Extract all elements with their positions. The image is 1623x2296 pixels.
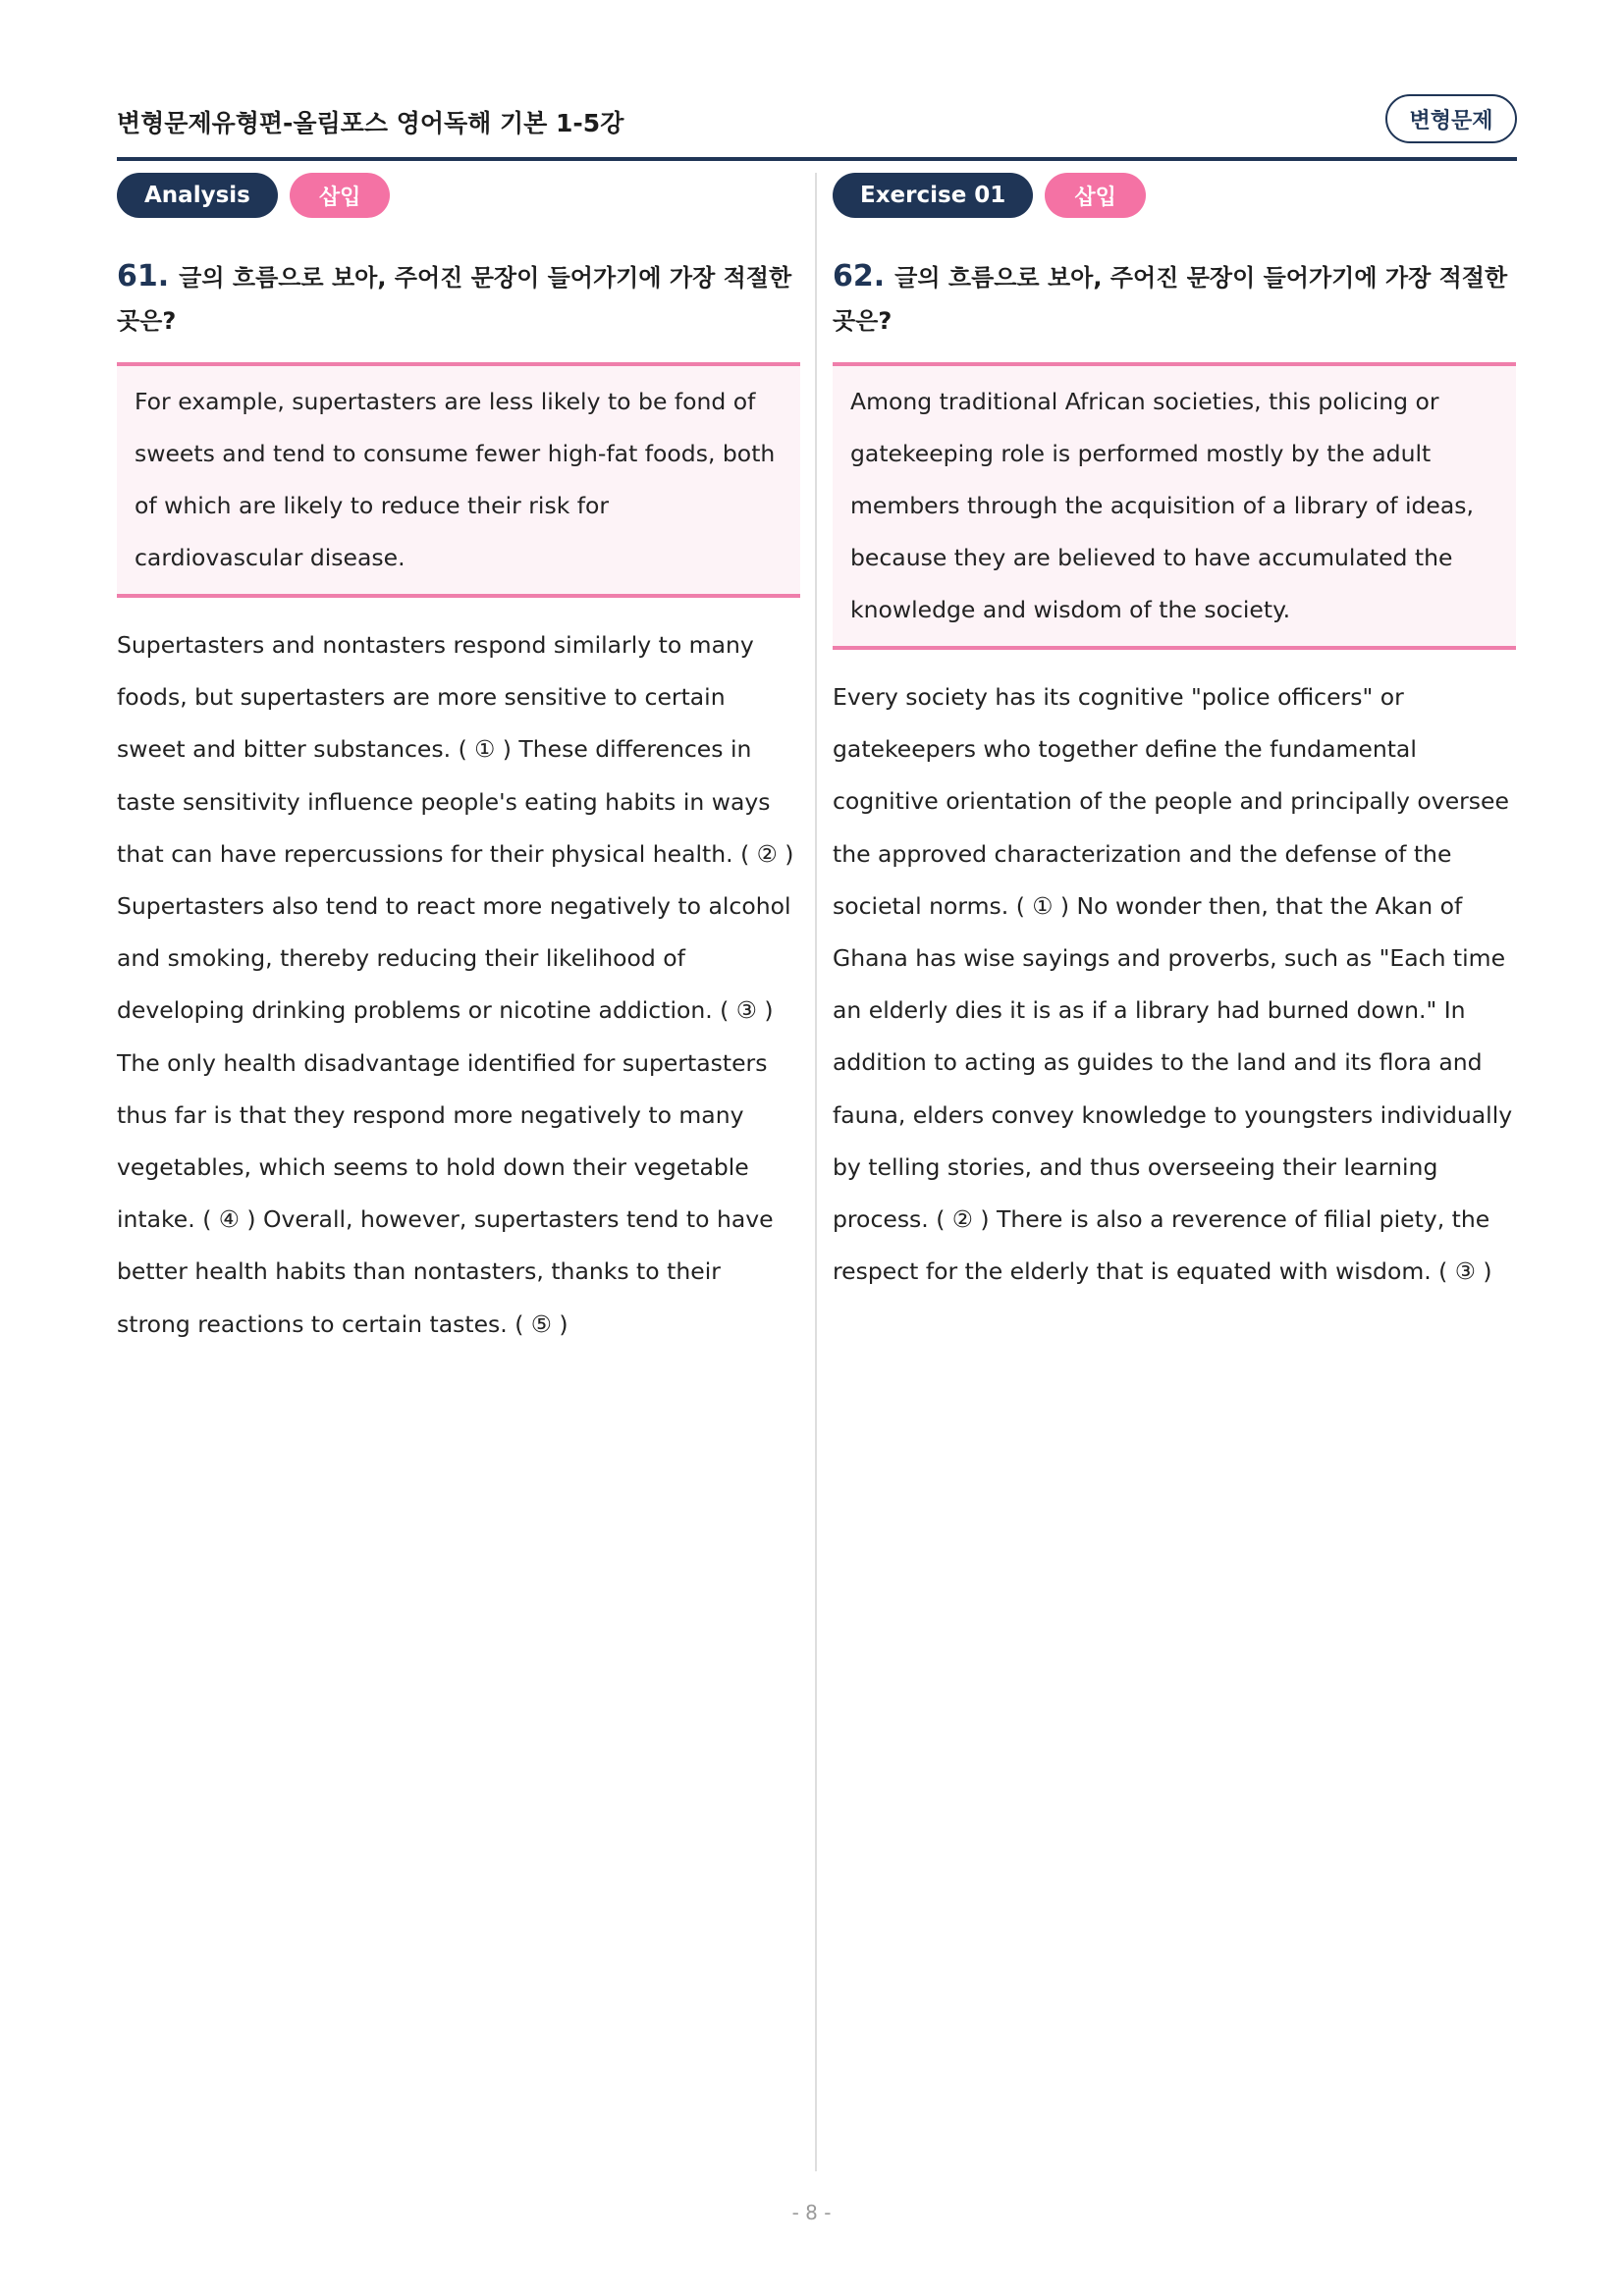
question-61: [117, 255, 800, 343]
header-title: 변형문제유형편-올림포스 영어독해 기본 1-5강: [117, 109, 624, 137]
question-text: 글의 흐름으로 보아, 주어진 문장이 들어가기에 가장 적절한 곳은?: [117, 264, 792, 335]
insertion-tag: 삽입: [1045, 173, 1146, 218]
question-text: 글의 흐름으로 보아, 주어진 문장이 들어가기에 가장 적절한 곳은?: [833, 264, 1508, 335]
page-header: [117, 94, 1517, 161]
question-62: [833, 255, 1516, 343]
given-sentence-box: Among traditional African societies, this policing or gatekeeping role is performed mostly by the adult members through the acquisition of a library of ideas, because they are believed to have accumulated the knowledge and wisdom of the society.: [833, 362, 1516, 650]
analysis-tag: Analysis: [117, 173, 278, 218]
left-column: [117, 173, 800, 1351]
right-column: [833, 173, 1516, 1298]
given-sentence-box: For example, supertasters are less likely to be fond of sweets and tend to consume fewer high-fat foods, both of which are likely to reduce their risk for cardiovascular disease.: [117, 362, 800, 598]
column-divider: [815, 173, 817, 2171]
right-tags: [833, 173, 1516, 222]
question-number: 62.: [833, 259, 886, 294]
question-number: 61.: [117, 259, 170, 294]
page-number: - 8 -: [791, 2201, 832, 2224]
insertion-tag: 삽입: [290, 173, 391, 218]
passage-text: Every society has its cognitive "police officers" or gatekeepers who together define the fundamental cognitive orientation of the people and principally oversee the approved characterization and the defense of the societal norms. ( ① ) No wonder then, that the Akan of Ghana has wise sayings and proverbs, such as "Each time an elderly dies it is as if a library had burned down." In addition to acting as guides to the land and its flora and fauna, elders convey knowledge to youngsters individually by telling stories, and thus overseeing their learning process. ( ② ) There is also a reverence of filial piety, the respect for the elderly that is equated with wisdom. ( ③ ): [833, 683, 1513, 1286]
left-tags: [117, 173, 800, 222]
exercise-tag: Exercise 01: [833, 173, 1033, 218]
passage-text: Supertasters and nontasters respond similarly to many foods, but supertasters are more sensitive to certain sweet and bitter substances. ( ① ) These differences in taste sensitivity influence people's eating habits in ways that can have repercussions for their physical health. ( ② ) Supertasters also tend to react more negatively to alcohol and smoking, thereby reducing their likelihood of developing drinking problems or nicotine addiction. ( ③ ) The only health disadvantage identified for supertasters thus far is that they respond more negatively to many vegetables, which seems to hold down their vegetable intake. ( ④ ) Overall, however, supertasters tend to have better health habits than nontasters, thanks to their strong reactions to certain tastes. ( ⑤ ): [117, 631, 794, 1338]
header-badge: 변형문제: [1385, 94, 1517, 143]
